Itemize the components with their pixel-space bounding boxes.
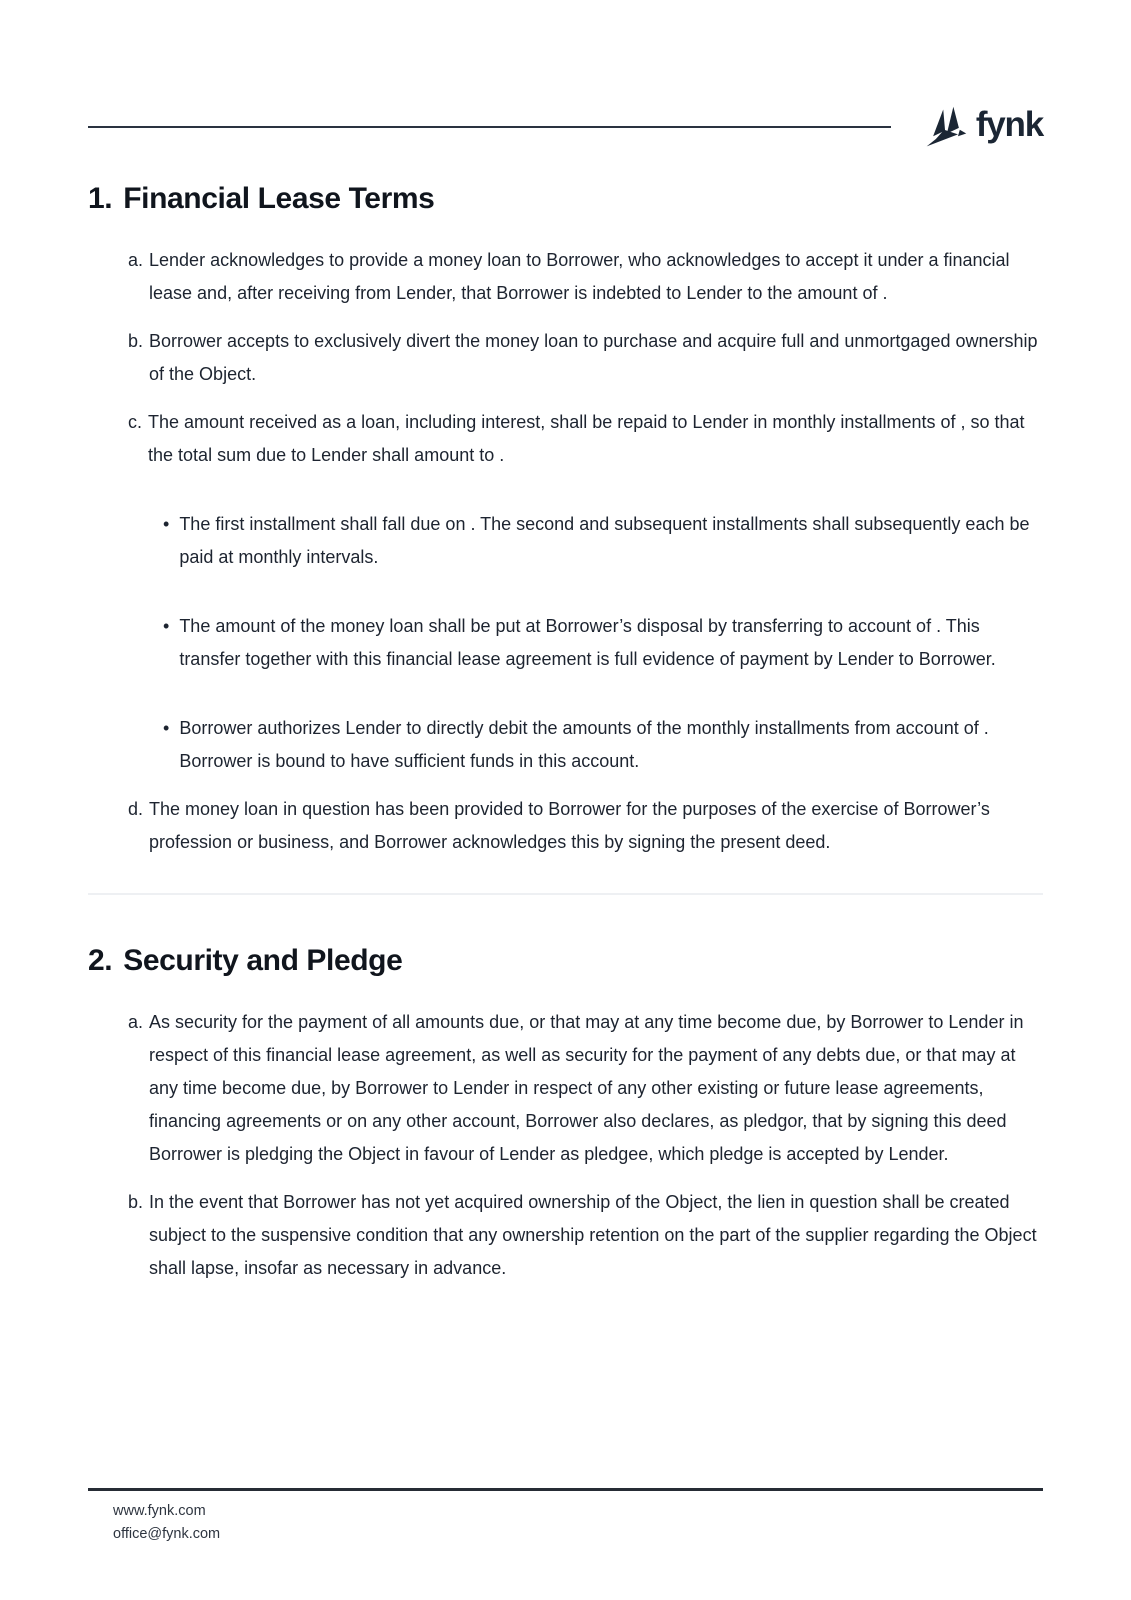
footer-divider [88, 1488, 1043, 1491]
list-item-marker: d. [128, 799, 144, 819]
flex-spacer [88, 1285, 1043, 1488]
page-footer [88, 1488, 1043, 1546]
list-item-text: Borrower accepts to exclusively divert the money loan to purchase and acquire full and unmortgaged ownership of the Object. [149, 331, 1038, 384]
document-body [88, 153, 1043, 1285]
bullet-item [88, 508, 1043, 574]
list-item [88, 406, 1043, 472]
bullet-item-text: The first installment shall fall due on . The second and subsequent installments shall subsequently each be paid at monthly intervals. [179, 514, 1030, 567]
list-item-marker: b. [128, 1192, 144, 1212]
list-item [88, 325, 1043, 391]
list-item [88, 1006, 1043, 1171]
section-divider [88, 893, 1043, 895]
list-item-text: The money loan in question has been provided to Borrower for the purposes of the exercise of Borrower’s profession or business, and Borrower acknowledges this by signing the present deed. [149, 799, 990, 852]
list-item-text: As security for the payment of all amounts due, or that may at any time become due, by Borrower to Lender in respect of this financial lease agreement, as well as security for the payment of any debts due, or that may at any time become due, by Borrower to Lender in respect of any other existing or future lease agreements, financing agreements or on any other account, Borrower also declares, as pledgor, that by signing this deed Borrower is pledging the Object in favour of Lender as pledgee, which pledge is accepted by Lender. [149, 1012, 1024, 1164]
list-item [88, 793, 1043, 859]
list-item-text: Lender acknowledges to provide a money loan to Borrower, who acknowledges to accept it under a financial lease and, after receiving from Lender, that Borrower is indebted to Lender to the amount of . [149, 250, 1010, 303]
section-title: Security and Pledge [123, 944, 403, 977]
section-title: Financial Lease Terms [123, 182, 435, 215]
origami-bird-icon [923, 105, 969, 149]
bullet-item [88, 610, 1043, 676]
bullet-item-text: The amount of the money loan shall be put at Borrower’s disposal by transferring to account of . This transfer together with this financial lease agreement is full evidence of payment by Lender to Borrower. [179, 616, 996, 669]
list-item-marker: a. [128, 1012, 144, 1032]
footer-contact [88, 1500, 1043, 1546]
section-number: 1. [88, 182, 113, 215]
page-header [88, 101, 1043, 153]
footer-email: office@fynk.com [113, 1526, 221, 1542]
bullet-dot-icon: • [163, 718, 170, 738]
list-item-marker: b. [128, 331, 144, 351]
list-item-text: In the event that Borrower has not yet acquired ownership of the Object, the lien in question shall be created subject to the suspensive condition that any ownership retention on the part of the supplier regarding the Object shall lapse, insofar as necessary in advance. [149, 1192, 1037, 1278]
bullet-item [88, 712, 1043, 778]
section-number: 2. [88, 944, 113, 977]
list-item-marker: a. [128, 250, 144, 270]
bullet-item-text: Borrower authorizes Lender to directly debit the amounts of the monthly installments from account of . Borrower is bound to have sufficient funds in this account. [179, 718, 989, 771]
header-divider [88, 126, 891, 128]
bullet-dot-icon: • [163, 514, 170, 534]
list-item-text: The amount received as a loan, including interest, shall be repaid to Lender in monthly installments of , so that the total sum due to Lender shall amount to . [148, 412, 1025, 465]
list-item [88, 244, 1043, 310]
fynk-logo [923, 105, 1043, 149]
section-heading-2 [88, 943, 1043, 979]
fynk-logo-text: fynk [975, 105, 1043, 144]
list-item-marker: c. [128, 412, 143, 432]
footer-website: www.fynk.com [113, 1503, 206, 1519]
section-heading-1 [88, 181, 1043, 217]
list-item [88, 1186, 1043, 1285]
bullet-dot-icon: • [163, 616, 170, 636]
